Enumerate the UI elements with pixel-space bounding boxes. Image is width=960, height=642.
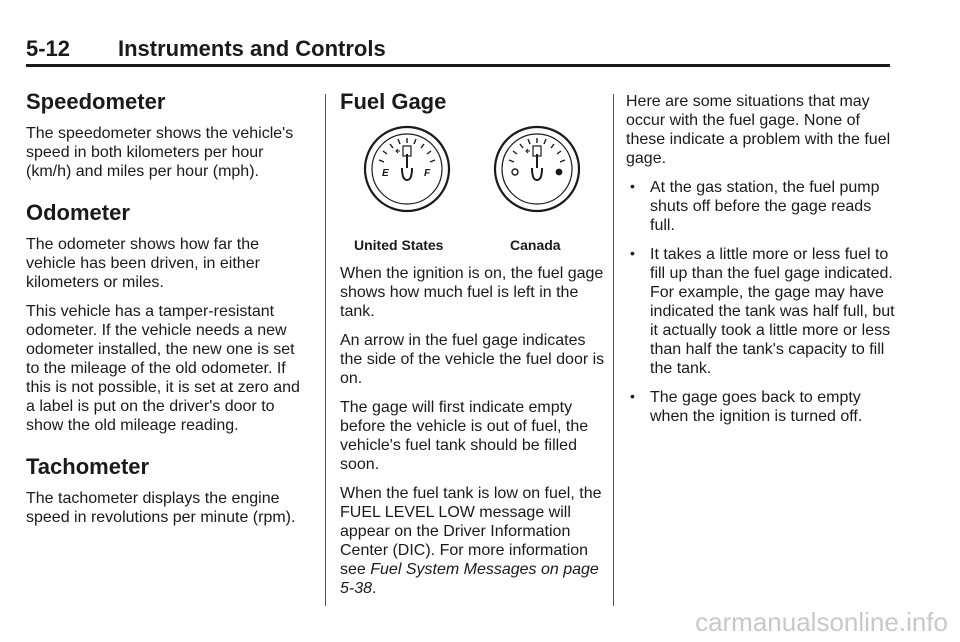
section-title: Instruments and Controls <box>118 36 386 61</box>
page-header <box>26 36 890 66</box>
fuel-gage-text-4 <box>340 484 606 598</box>
speedometer-heading: Speedometer <box>26 89 166 114</box>
list-item <box>626 178 896 235</box>
fuel-gage-text-3: The gage will first indicate empty before the vehicle is out of fuel, the vehicle's fuel tank should be filled soon. <box>340 399 589 473</box>
situations-intro: Here are some situations that may occur with the fuel gage. None of these indicate a problem with the fuel gage. <box>626 93 891 167</box>
gauge-captions <box>340 236 606 260</box>
header-rule <box>26 64 890 67</box>
fuel-gage-text-2: An arrow in the fuel gage indicates the side of the vehicle the fuel door is on. <box>340 332 605 387</box>
fuel-system-messages-link[interactable]: Fuel System Messages on page 5-38 <box>340 561 599 597</box>
odometer-text-1: The odometer shows how far the vehicle has been driven, in either kilometers or miles. <box>26 236 260 291</box>
caption-canada: Canada <box>510 237 561 253</box>
column-2 <box>340 88 606 608</box>
column-divider-2 <box>613 94 614 606</box>
speedometer-text: The speedometer shows the vehicle's speed in both kilometers per hour (km/h) and miles per hour (mph). <box>26 125 294 180</box>
empty-mark: E <box>382 168 389 179</box>
list-item-text: The gage goes back to empty when the ignition is turned off. <box>650 389 863 425</box>
bullet-icon: • <box>630 245 635 261</box>
fuel-gage-text-4-lead: When the fuel tank is low on fuel, the FUEL LEVEL LOW message will appear on the Driver Information Center (DIC). For more information see <box>340 485 602 578</box>
odometer-text-2: This vehicle has a tamper-resistant odometer. If the vehicle needs a new odometer installed, the new one is set to the mileage of the old odometer. If this is not possible, it is set at zero and a label is put on the driver's door to show the old mileage reading. <box>26 303 300 434</box>
fuel-gauge-illustrations <box>340 124 606 224</box>
fuel-gauge-canada-icon <box>492 124 582 214</box>
column-divider-1 <box>325 94 326 606</box>
list-item <box>626 388 896 426</box>
bullet-icon: • <box>630 388 635 404</box>
situations-list <box>626 178 896 426</box>
column-1 <box>26 88 310 537</box>
list-item-text: At the gas station, the fuel pump shuts off before the gage reads full. <box>650 179 880 234</box>
full-mark: F <box>424 168 431 179</box>
fuel-gage-text-4-tail: . <box>372 580 377 597</box>
page-number: 5-12 <box>26 36 71 61</box>
watermark: carmanualsonline.info <box>695 607 948 637</box>
list-item <box>626 245 896 378</box>
tachometer-heading: Tachometer <box>26 454 150 479</box>
fuel-gauge-us-icon <box>362 124 452 214</box>
list-item-text: It takes a little more or less fuel to fill up than the fuel gage indicated. For example, the gage may have indicated the tank was half full, but it actually took a little more or less than half the tank's capacity to fill the tank. <box>650 246 895 377</box>
tachometer-text: The tachometer displays the engine speed in revolutions per minute (rpm). <box>26 490 296 526</box>
odometer-heading: Odometer <box>26 200 130 225</box>
caption-united-states: United States <box>354 237 444 253</box>
bullet-icon: • <box>630 178 635 194</box>
fuel-gage-text-1: When the ignition is on, the fuel gage shows how much fuel is left in the tank. <box>340 265 604 320</box>
column-3 <box>626 92 896 436</box>
fuel-gage-heading: Fuel Gage <box>340 89 447 114</box>
